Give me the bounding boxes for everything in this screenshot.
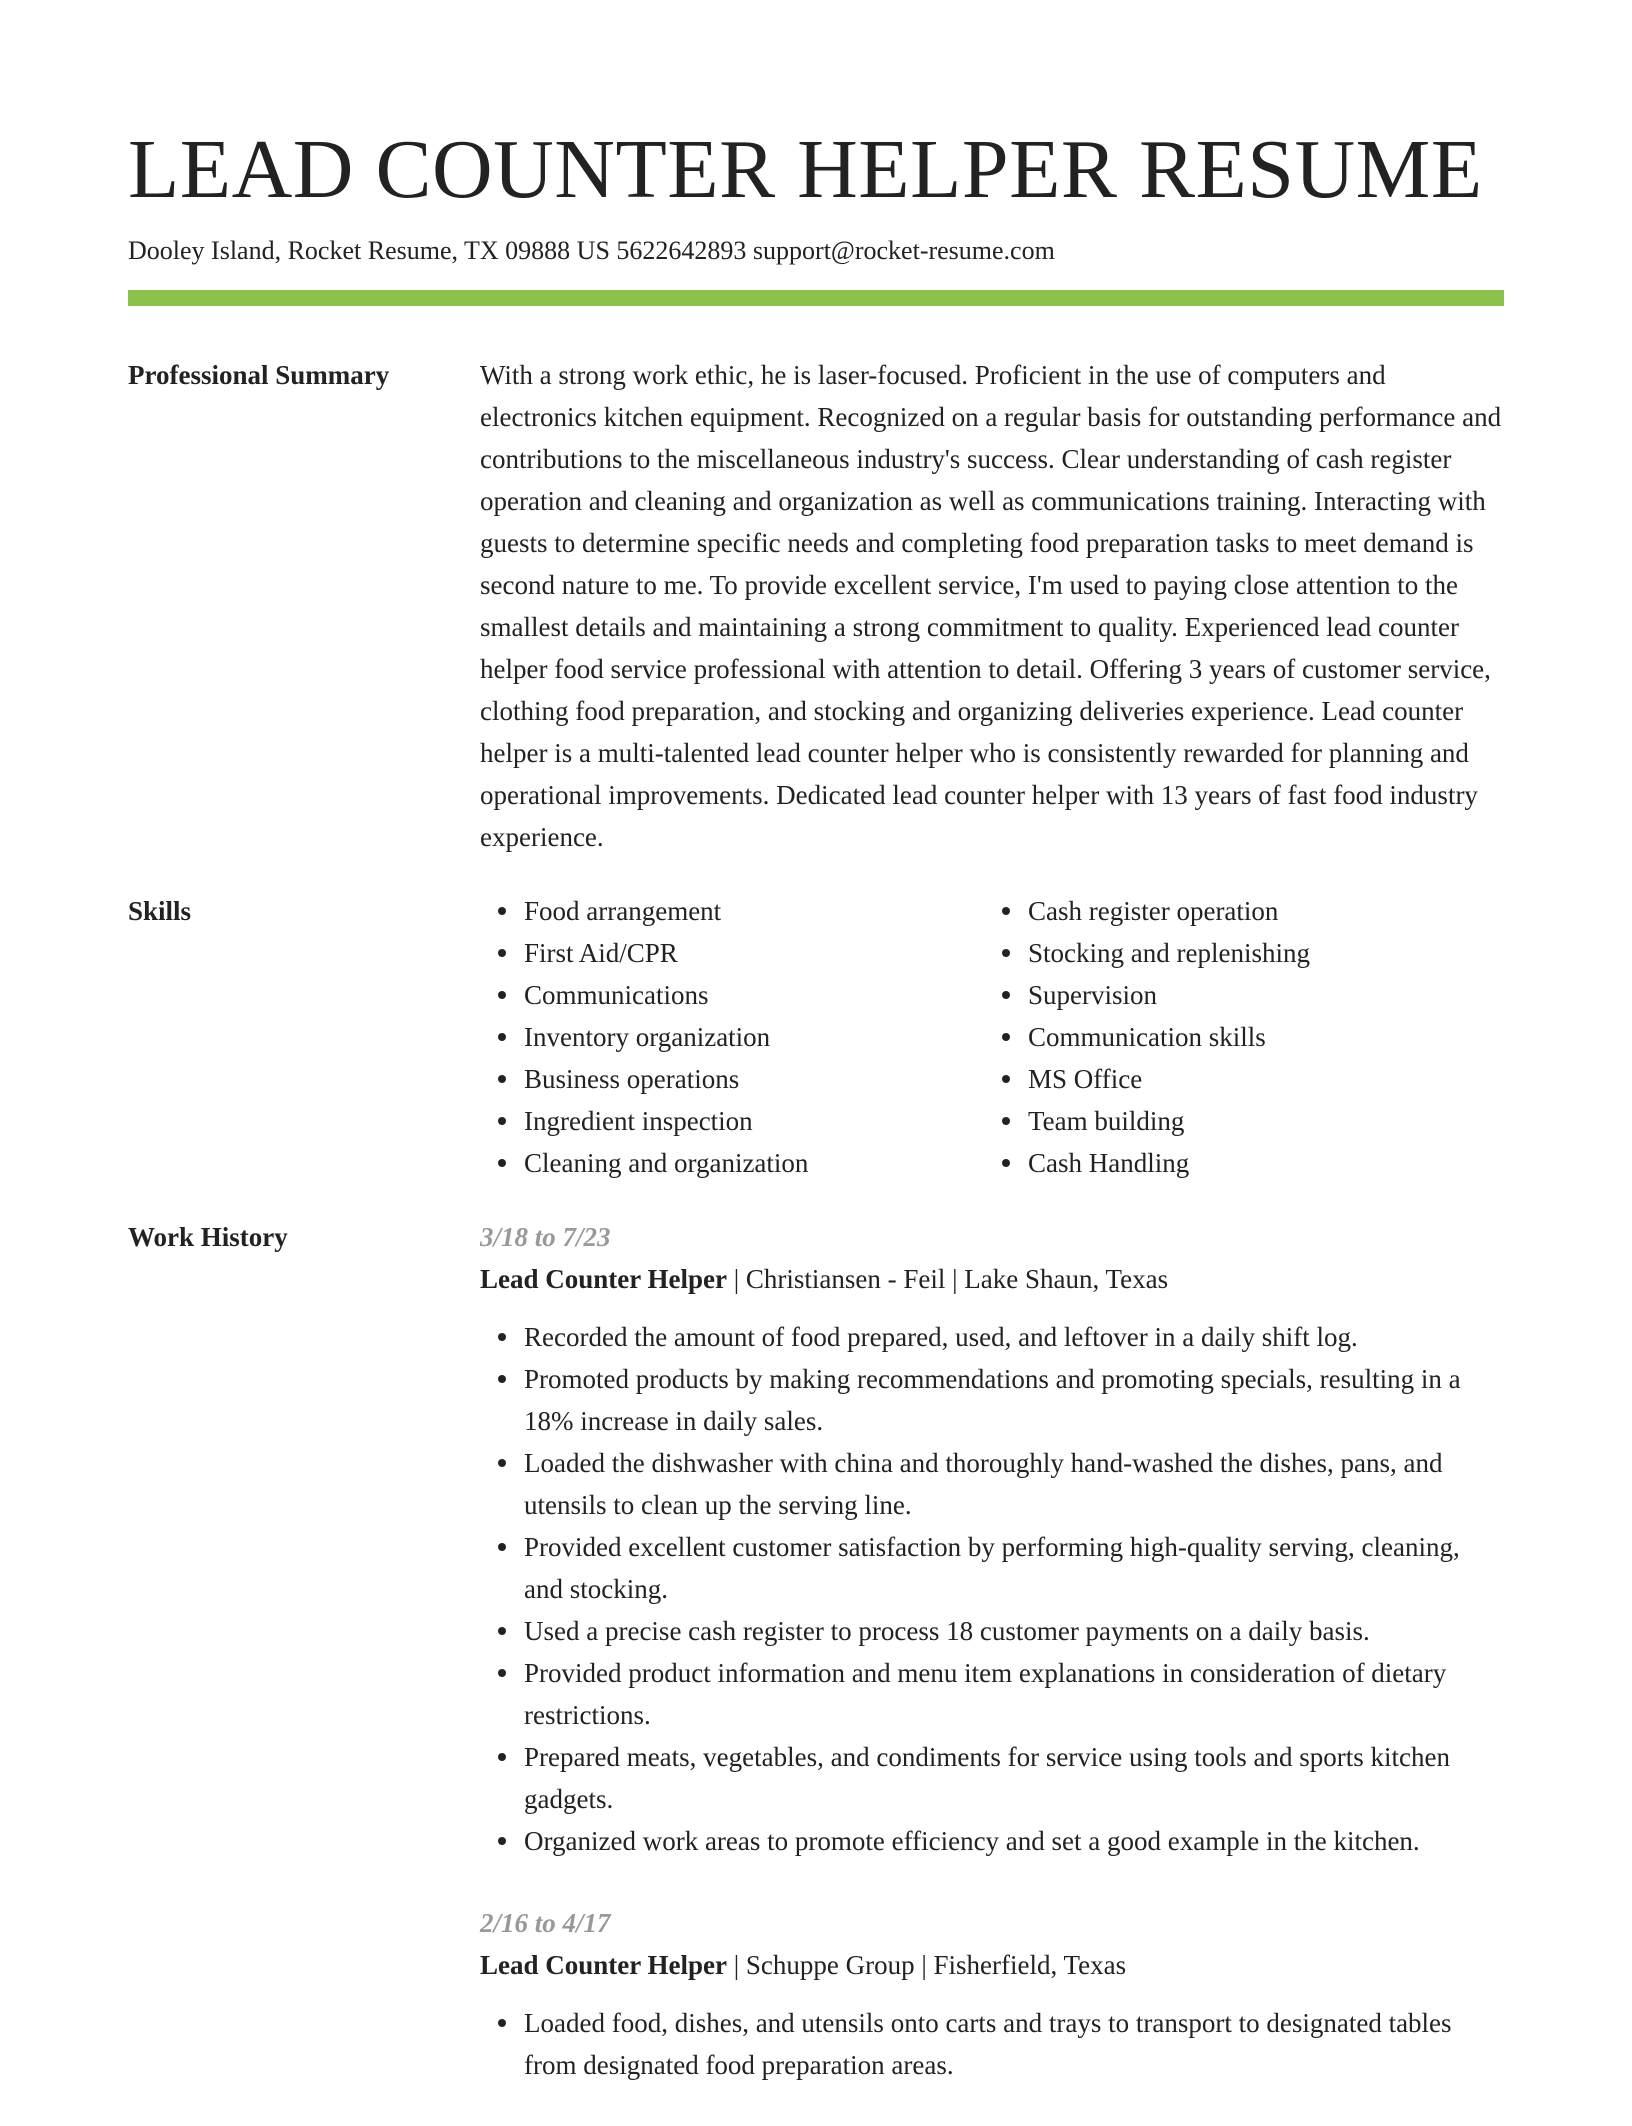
job-heading	[480, 1944, 1504, 1986]
duty-item: Used a precise cash register to process 18 customer payments on a daily basis.	[524, 1610, 1504, 1652]
skill-item: First Aid/CPR	[524, 932, 984, 974]
job-title: Lead Counter Helper	[480, 1950, 727, 1980]
contact-line: Dooley Island, Rocket Resume, TX 09888 US 5622642893 support@rocket-resume.com	[128, 236, 1055, 265]
professional-summary-section	[128, 354, 1504, 858]
resume-page	[128, 118, 1504, 2126]
duty-item: Organized work areas to promote efficiency and set a good example in the kitchen.	[524, 1820, 1504, 1862]
skill-item: Business operations	[524, 1058, 984, 1100]
skill-item: Food arrangement	[524, 890, 984, 932]
duty-item: Provided excellent customer satisfaction by performing high-quality serving, cleaning, and stocking.	[524, 1526, 1504, 1610]
job-entry	[480, 1902, 1504, 2086]
job-entry	[480, 1216, 1504, 1862]
job-duties	[480, 2002, 1504, 2086]
job-dates: 3/18 to 7/23	[480, 1222, 611, 1252]
accent-divider	[128, 290, 1504, 306]
duty-item: Recorded the amount of food prepared, used, and leftover in a daily shift log.	[524, 1316, 1504, 1358]
skill-item: Supervision	[1028, 974, 1488, 1016]
duty-item: Promoted products by making recommendations and promoting specials, resulting in a 18% increase in daily sales.	[524, 1358, 1504, 1442]
summary-text: With a strong work ethic, he is laser-focused. Proficient in the use of computers and electronics kitchen equipment. Recognized on a regular basis for outstanding performance and contributions to the miscellaneous industry's success. Clear understanding of cash register operation and cleaning and organization as well as communications training. Interacting with guests to determine specific needs and completing food preparation tasks to meet demand is second nature to me. To provide excellent service, I'm used to paying close attention to the smallest details and maintaining a strong commitment to quality. Experienced lead counter helper food service professional with attention to detail. Offering 3 years of customer service, clothing food preparation, and stocking and organizing deliveries experience. Lead counter helper is a multi-talented lead counter helper who is consistently rewarded for planning and operational improvements. Dedicated lead counter helper with 13 years of fast food industry experience.	[480, 360, 1502, 852]
skill-item: Stocking and replenishing	[1028, 932, 1488, 974]
section-heading: Skills	[128, 896, 192, 926]
job-heading	[480, 1258, 1504, 1300]
section-heading: Professional Summary	[128, 360, 390, 390]
duty-item: Loaded food, dishes, and utensils onto carts and trays to transport to designated tables from designated food preparation areas.	[524, 2002, 1504, 2086]
skill-item: Cash register operation	[1028, 890, 1488, 932]
skill-item: Inventory organization	[524, 1016, 984, 1058]
duty-item: Provided product information and menu item explanations in consideration of dietary restrictions.	[524, 1652, 1504, 1736]
skill-item: Communications	[524, 974, 984, 1016]
skill-item: Cash Handling	[1028, 1142, 1488, 1184]
duty-item: Prepared meats, vegetables, and condiments for service using tools and sports kitchen gadgets.	[524, 1736, 1504, 1820]
skills-grid	[480, 890, 1504, 1184]
job-dates: 2/16 to 4/17	[480, 1908, 611, 1938]
resume-title: LEAD COUNTER HELPER RESUME	[128, 123, 1483, 216]
skill-item: Cleaning and organization	[524, 1142, 984, 1184]
skills-column-left	[480, 890, 984, 1184]
skill-item: Ingredient inspection	[524, 1100, 984, 1142]
skill-item: Communication skills	[1028, 1016, 1488, 1058]
job-duties	[480, 1316, 1504, 1862]
job-title: Lead Counter Helper	[480, 1264, 727, 1294]
skills-column-right	[984, 890, 1488, 1184]
skill-item: Team building	[1028, 1100, 1488, 1142]
skills-section	[128, 890, 1504, 1184]
job-list	[480, 1216, 1504, 2086]
job-employer-location: | Schuppe Group | Fisherfield, Texas	[726, 1950, 1127, 1980]
section-heading: Work History	[128, 1222, 288, 1252]
job-employer-location: | Christiansen - Feil | Lake Shaun, Texas	[726, 1264, 1169, 1294]
duty-item: Loaded the dishwasher with china and thoroughly hand-washed the dishes, pans, and utensils to clean up the serving line.	[524, 1442, 1504, 1526]
work-history-section	[128, 1216, 1504, 2086]
skill-item: MS Office	[1028, 1058, 1488, 1100]
